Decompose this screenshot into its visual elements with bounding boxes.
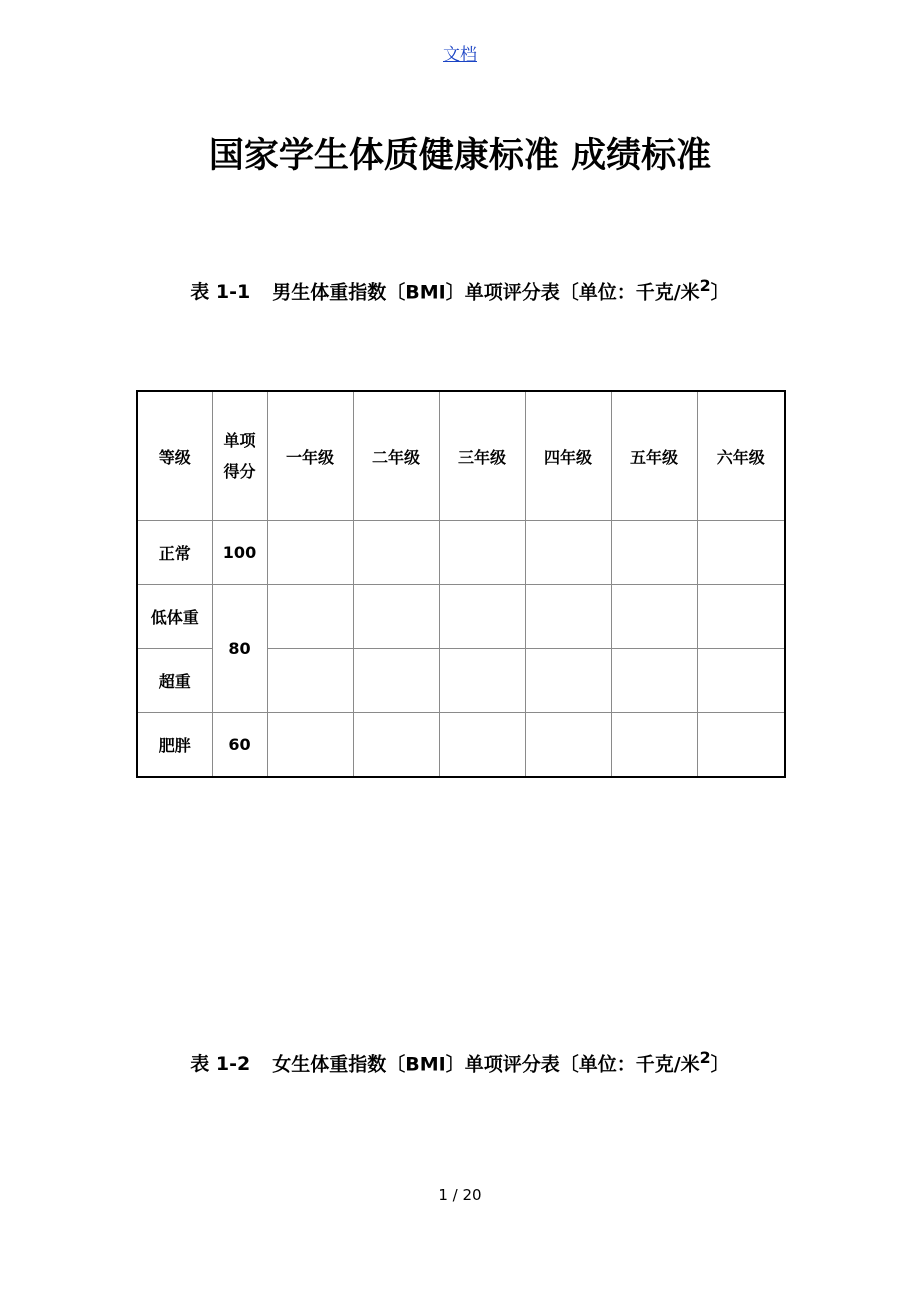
bmi-score-table-boys (136, 390, 786, 778)
table-header-row (137, 391, 785, 521)
header-grade-1: 一年级 (267, 391, 353, 521)
row-label-overweight: 超重 (137, 649, 212, 713)
table-cell (267, 521, 353, 585)
table-1-caption-text: 男生体重指数〔BMI〕单项评分表〔单位：千克/米 (272, 281, 700, 304)
table-cell (439, 585, 525, 649)
table-cell (697, 649, 785, 713)
table-cell (353, 585, 439, 649)
header-link[interactable]: 文档 (443, 45, 477, 65)
table-cell (267, 649, 353, 713)
table-cell (525, 521, 611, 585)
table-cell (267, 585, 353, 649)
table-cell (439, 649, 525, 713)
table-1-caption (0, 276, 920, 304)
header-single-score-line2: 得分 (223, 462, 256, 481)
table-cell (611, 521, 697, 585)
table-cell (611, 649, 697, 713)
row-label-underweight: 低体重 (137, 585, 212, 649)
header-grade-4: 四年级 (525, 391, 611, 521)
table-cell (525, 649, 611, 713)
table-cell (697, 585, 785, 649)
table-cell (611, 713, 697, 778)
table-row (137, 713, 785, 778)
header-single-score (212, 391, 267, 521)
row-label-obese: 肥胖 (137, 713, 212, 778)
row-score-obese: 60 (212, 713, 267, 778)
header-grade-2: 二年级 (353, 391, 439, 521)
table-cell (439, 521, 525, 585)
table-2-caption-number: 表 1-2 (190, 1053, 251, 1076)
table-cell (439, 713, 525, 778)
table-cell (525, 713, 611, 778)
table-row (137, 585, 785, 649)
row-score-underweight-overweight: 80 (212, 585, 267, 713)
table-1-caption-superscript: 2 (699, 276, 711, 295)
header-grade-level: 等级 (137, 391, 212, 521)
header-grade-6: 六年级 (697, 391, 785, 521)
document-title: 国家学生体质健康标准 成绩标准 (208, 136, 712, 176)
table-cell (697, 713, 785, 778)
table-2-caption (0, 1048, 920, 1076)
table-cell (611, 585, 697, 649)
row-score-normal: 100 (212, 521, 267, 585)
table-cell (525, 585, 611, 649)
table-row (137, 521, 785, 585)
table-cell (353, 649, 439, 713)
table-1-caption-number: 表 1-1 (190, 281, 251, 304)
row-label-normal: 正常 (137, 521, 212, 585)
header-grade-3: 三年级 (439, 391, 525, 521)
table-2-caption-end: 〕 (710, 1053, 730, 1076)
table-1-caption-end: 〕 (710, 281, 730, 304)
table-cell (267, 713, 353, 778)
table-2-caption-text: 女生体重指数〔BMI〕单项评分表〔单位：千克/米 (272, 1053, 700, 1076)
header-grade-5: 五年级 (611, 391, 697, 521)
table-cell (353, 713, 439, 778)
header-single-score-line1: 单项 (223, 431, 256, 450)
table-2-caption-superscript: 2 (699, 1048, 711, 1067)
page-number: 1 / 20 (438, 1186, 482, 1204)
table-cell (697, 521, 785, 585)
table-cell (353, 521, 439, 585)
